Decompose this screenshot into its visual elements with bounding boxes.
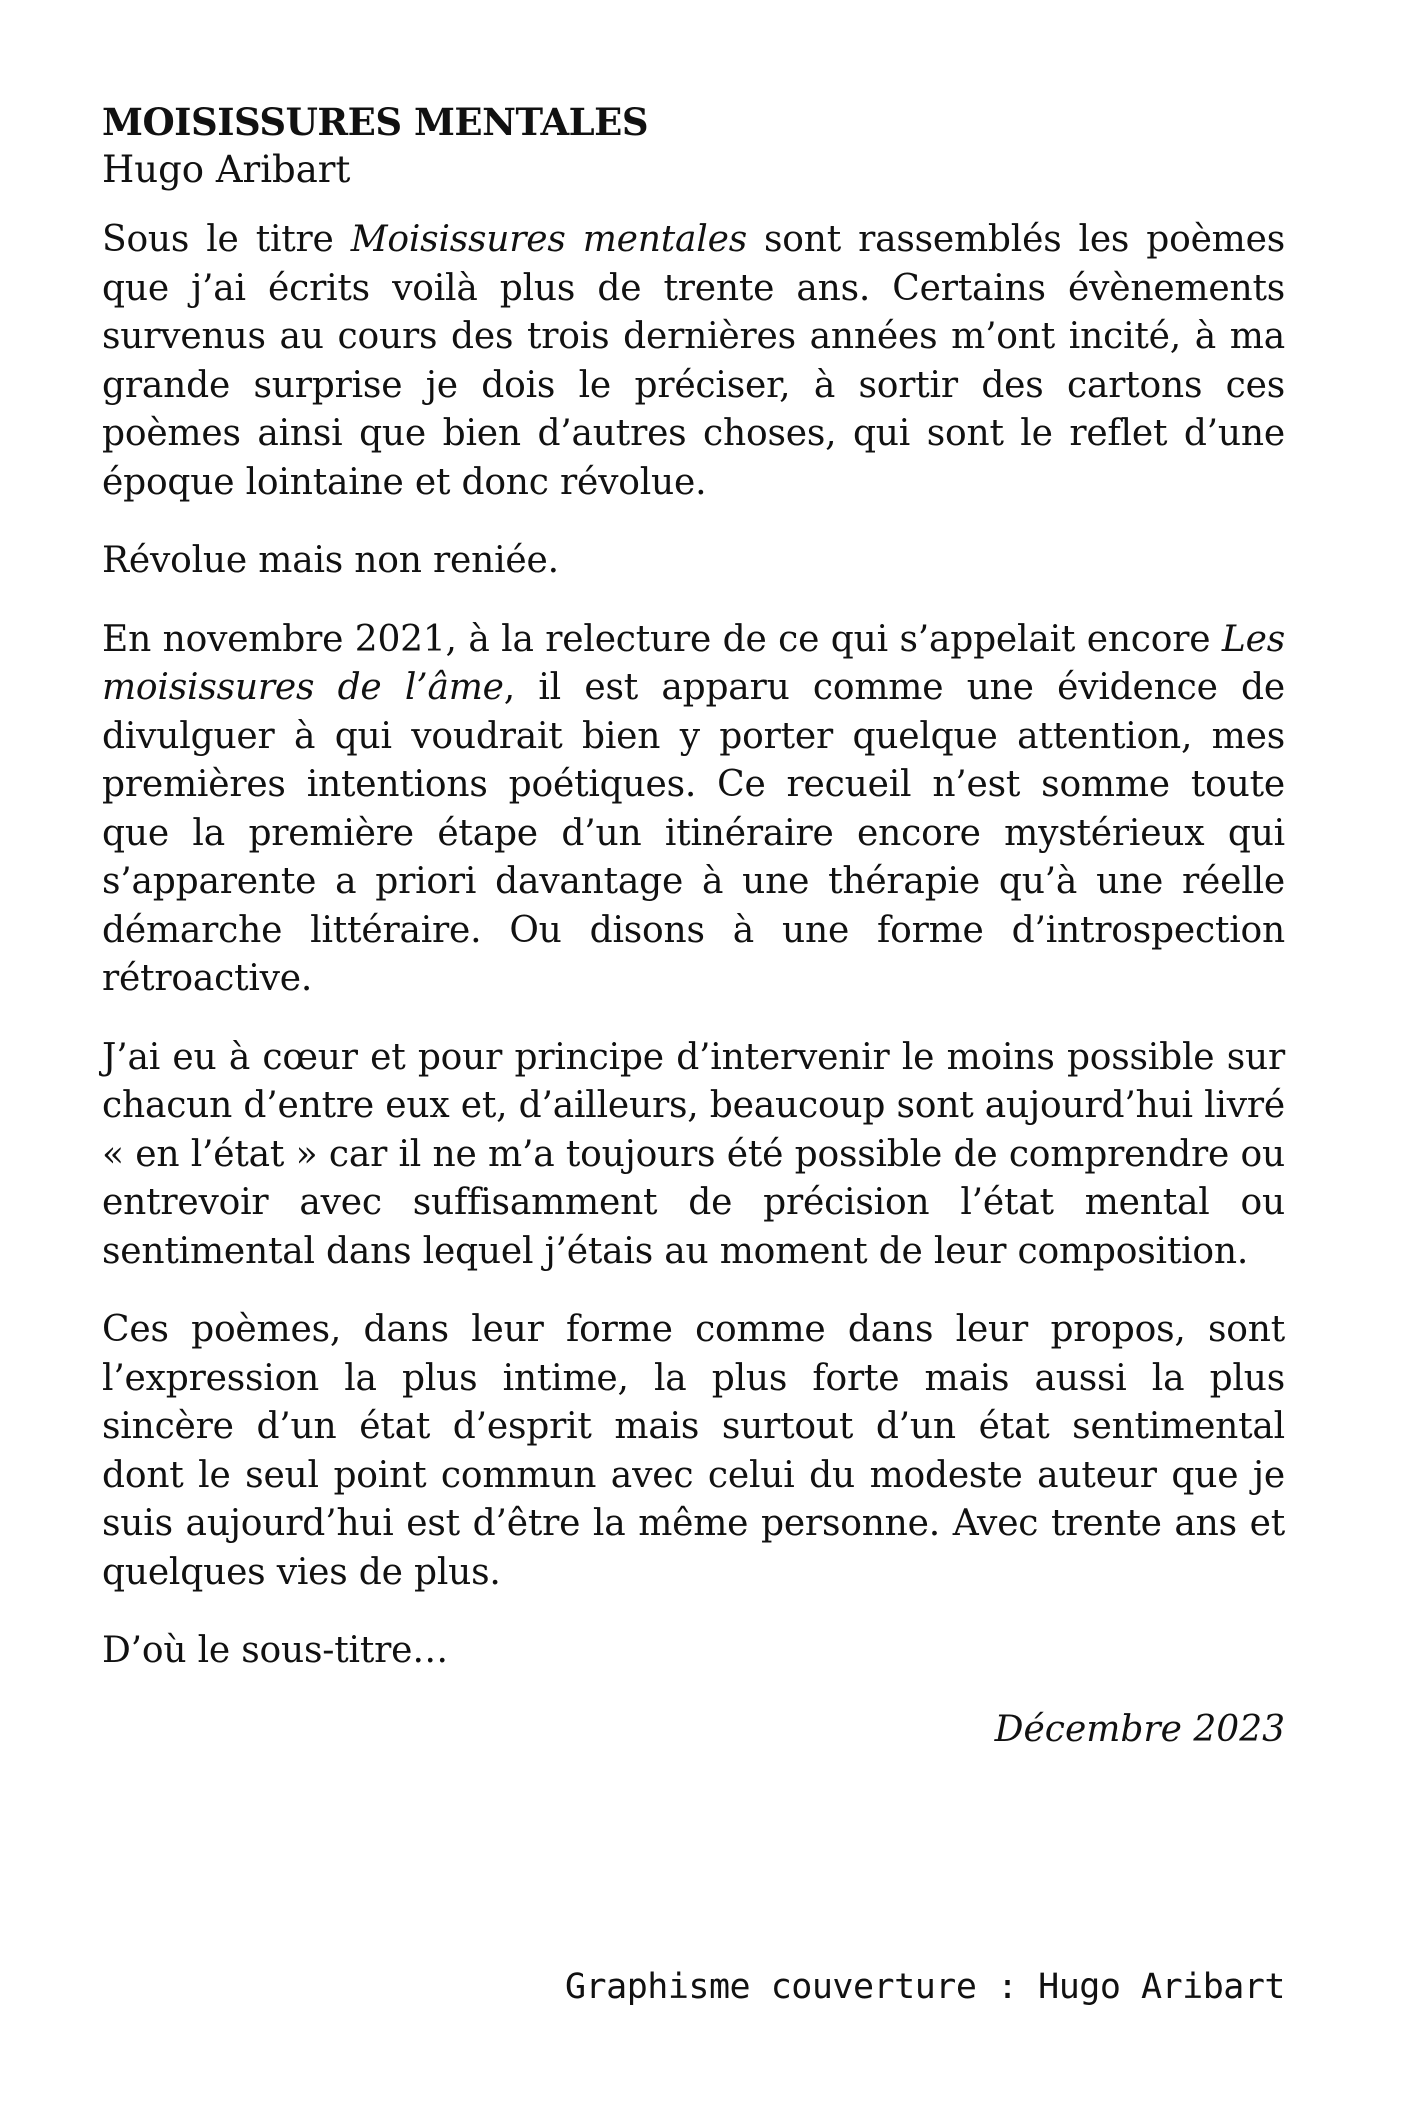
paragraph-novembre	[102, 616, 1285, 1004]
paragraph-principe: J’ai eu à cœur et pour principe d’intervenir le moins possible sur chacun d’entre eux et, d’ailleurs, beaucoup sont aujourd’hui livré « en l’état » car il ne m’a toujours été possible de comprendre ou entrevoir avec suffisamment de précision l’état mental ou sentimental dans lequel j’étais au moment de leur composition.	[102, 1036, 1285, 1272]
paragraph-poemes: Ces poèmes, dans leur forme comme dans leur propos, sont l’expression la plus intime, la plus forte mais aussi la plus sincère d’un état d’esprit mais surtout d’un état sentimental dont le seul point commun avec celui du modeste auteur que je suis aujourd’hui est d’être la même personne. Avec trente ans et quelques vies de plus.	[102, 1309, 1285, 1593]
paragraph-sous-titre: D’où le sous-titre…	[102, 1630, 449, 1671]
former-title-italic: Les moisissures de l’âme	[102, 618, 1285, 708]
document-date: Décembre 2023	[994, 1708, 1285, 1750]
cover-credit: Graphisme couverture : Hugo Aribart	[564, 1967, 1285, 2007]
paragraph-novembre-start: En novembre 2021, à la relecture de ce qui s’appelait encore	[102, 618, 1222, 660]
paragraph-revolue: Révolue mais non reniée.	[102, 540, 559, 581]
document-page	[102, 98, 1285, 1754]
document-title: MOISISSURES MENTALES	[102, 100, 649, 144]
paragraph-intro-start: Sous le titre	[102, 219, 351, 260]
paragraph-novembre-rest: , il est apparu comme une évidence de divulguer à qui voudrait bien y porter quelque attention, mes premières intentions poétiques. Ce recueil n’est somme toute que la première étape d’un itinéraire encore mystérieux qui s’apparente a priori davantage à une thérapie qu’à une réelle démarche littéraire. Ou disons à une forme d’introspection rétroactive.	[102, 667, 1285, 999]
document-author: Hugo Aribart	[102, 148, 351, 191]
paragraph-intro	[102, 216, 1285, 507]
book-title-italic: Moisissures mentales	[350, 219, 747, 260]
paragraph-intro-rest: sont rassemblés les poèmes que j’ai écrits voilà plus de trente ans. Certains évènements survenus au cours des trois dernières années m’ont incité, à ma grande surprise je dois le préciser, à sortir des cartons ces poèmes ainsi que bien d’autres choses, qui sont le reflet d’une époque lointaine et donc révolue.	[102, 219, 1285, 503]
